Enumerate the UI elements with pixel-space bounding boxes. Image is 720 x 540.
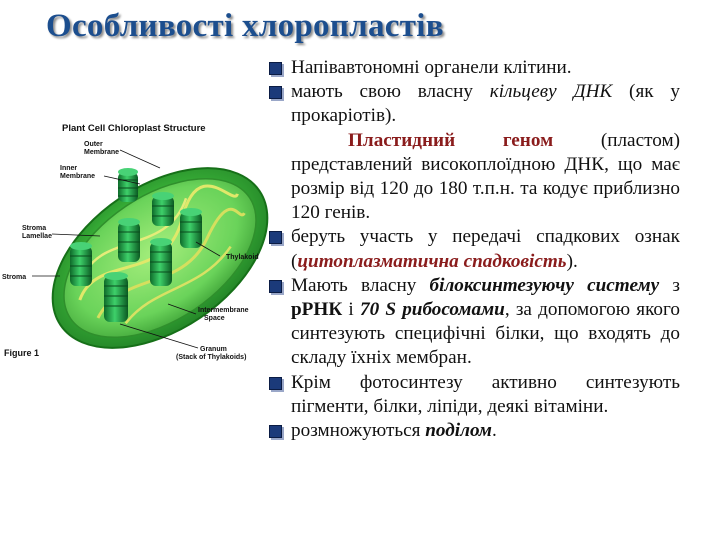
granum-stack [104,272,128,322]
bullet-text-post: , за допомогою якого синтезують специфічні білки, що входять до складу їхніх мембран. [291,299,680,369]
label-granum-1: Granum [200,346,227,353]
bullet-text-post: ). [566,250,578,272]
bullet-text-post: (як у прокаріотів). [291,81,680,127]
bullet-highlight: цитоплазматична спадковість [297,250,567,272]
bullet-paragraph [291,129,680,226]
granum-stack [118,168,138,202]
label-outer-membrane-1: Outer [84,141,103,148]
granum-stack [180,208,202,248]
bullet-emphasis: поділом [425,420,492,442]
bullet-emphasis: 70 S рибосомами [359,299,505,321]
bullet-text-pre: беруть участь у передачі спадкових ознак ( [291,226,680,272]
label-intermembrane-1: Intermembrane [198,307,249,314]
label-thylakoid: Thylakoid [226,254,259,261]
list-item [268,419,680,443]
bullet-emphasis: білоксинтезуючу систему [429,274,660,296]
label-stroma-lamellae-1: Stroma [22,225,47,232]
list-item [268,371,680,419]
bullet-text: Крім фотосинтезу активно синтезують пігменти, білки, ліпіди, деякі вітаміни. [291,371,680,417]
label-inner-membrane-2: Membrane [60,173,96,180]
square-bullet-icon [269,425,282,438]
square-bullet-icon [269,62,282,75]
bullet-text: Напівавтономні органели клітини. [291,57,572,78]
bullet-text-mid: і [342,299,360,321]
bullet-text-pre: мають свою власну [291,81,490,103]
bullet-emphasis: кільцеву ДНК [489,81,613,103]
figure-heading: Plant Cell Chloroplast Structure [62,123,206,134]
bullet-text-pre: розмножуються [291,420,426,442]
label-granum-2: (Stack of Thylakoids) [176,354,247,361]
bullet-paragraph-text: (пластом) представлений високоплоїдною ДНК, що має розмір від 120 до 180 т.п.н. та кодує приблизно 120 генів. [291,129,680,224]
list-item [268,274,680,371]
bullet-highlight: Пластидний геном [348,129,554,151]
figure-number: Figure 1 [4,348,40,358]
label-outer-membrane-2: Membrane [84,149,120,156]
page-title: Особливості хлоропластів [46,8,444,44]
list-item [268,225,680,273]
granum-stack [70,242,92,286]
label-stroma-lamellae-2: Lamellae [22,233,52,240]
granum-stack [150,238,172,286]
bullet-emphasis: рРНК [291,299,343,321]
bullet-text-mid: з [659,274,680,296]
granum-stack [118,218,140,262]
label-stroma: Stroma [2,274,27,281]
chloroplast-diagram [0,108,280,388]
granum-stack [152,192,174,226]
square-bullet-icon [269,86,282,99]
label-inner-membrane-1: Inner [60,165,78,172]
list-item [268,56,680,80]
square-bullet-icon [269,280,282,293]
chloroplast-figure [0,108,280,388]
label-intermembrane-2: Space [204,315,225,322]
square-bullet-icon [269,231,282,244]
bullet-text-pre: Мають власну [291,274,430,296]
feature-list [268,56,680,443]
bullet-text-post: . [491,420,497,442]
list-item [268,80,680,225]
square-bullet-icon [269,377,282,390]
